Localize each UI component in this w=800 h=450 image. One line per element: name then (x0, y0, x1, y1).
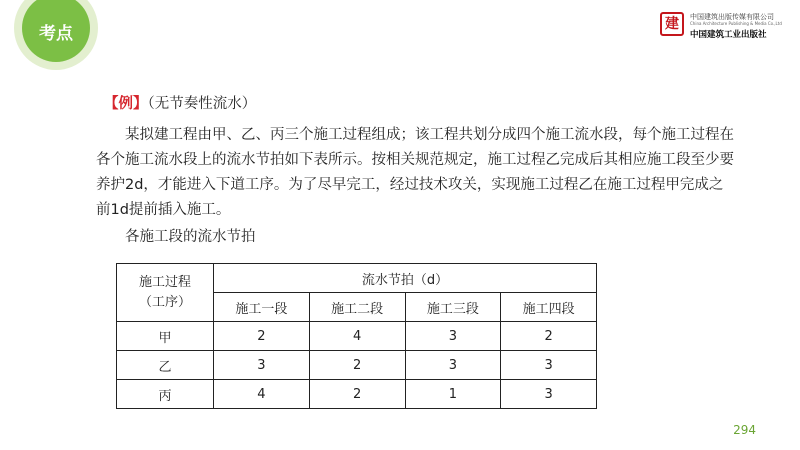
example-subtitle: （无节奏性流水） (147, 96, 257, 112)
page-number: 294 (733, 423, 756, 437)
process-header: 施工过程 （工序） (117, 264, 214, 322)
table-row (117, 322, 597, 351)
example-title (104, 92, 736, 113)
table-header-row (117, 264, 597, 293)
process-cell: 乙 (117, 351, 214, 380)
rhythm-table (116, 263, 597, 409)
segment-header: 施工一段 (214, 293, 310, 322)
process-cell: 丙 (117, 380, 214, 409)
value-cell: 3 (501, 380, 597, 409)
value-cell: 2 (309, 351, 405, 380)
group-header: 流水节拍（d） (214, 264, 597, 293)
topic-badge: 考点 (22, 0, 90, 62)
table-row (117, 380, 597, 409)
value-cell: 4 (214, 380, 310, 409)
example-paragraph: 某拟建工程由甲、乙、丙三个施工过程组成；该工程共划分成四个施工流水段，每个施工过程在各个施工流水段上的流水节拍如下表所示。按相关规范规定，施工过程乙完成后其相应施工段至少要养护2d，才能进入下道工序。为了尽早完工，经过技术攻关，实现施工过程乙在施工过程甲完成之前1d提前插入施工。 (96, 127, 734, 218)
topic-badge-area (0, 0, 110, 80)
publisher-logo (660, 10, 780, 44)
value-cell: 3 (405, 351, 501, 380)
segment-header: 施工二段 (309, 293, 405, 322)
table-row (117, 351, 597, 380)
value-cell: 1 (405, 380, 501, 409)
publisher-name-en: China Architecture Publishing & Media Co.,Ltd (690, 21, 782, 26)
table-caption: 各施工段的流水节拍 (125, 229, 256, 245)
value-cell: 3 (501, 351, 597, 380)
publisher-imprint: 中国建筑工业出版社 (690, 30, 767, 40)
segment-header: 施工四段 (501, 293, 597, 322)
publisher-logo-icon: 建 (660, 12, 684, 36)
value-cell: 4 (309, 322, 405, 351)
value-cell: 2 (501, 322, 597, 351)
value-cell: 2 (309, 380, 405, 409)
value-cell: 2 (214, 322, 310, 351)
segment-header: 施工三段 (405, 293, 501, 322)
publisher-name-cn: 中国建筑出版传媒有限公司 (690, 13, 774, 21)
example-content (96, 92, 736, 246)
value-cell: 3 (214, 351, 310, 380)
process-cell: 甲 (117, 322, 214, 351)
value-cell: 3 (405, 322, 501, 351)
example-tag: 【例】 (104, 96, 148, 112)
